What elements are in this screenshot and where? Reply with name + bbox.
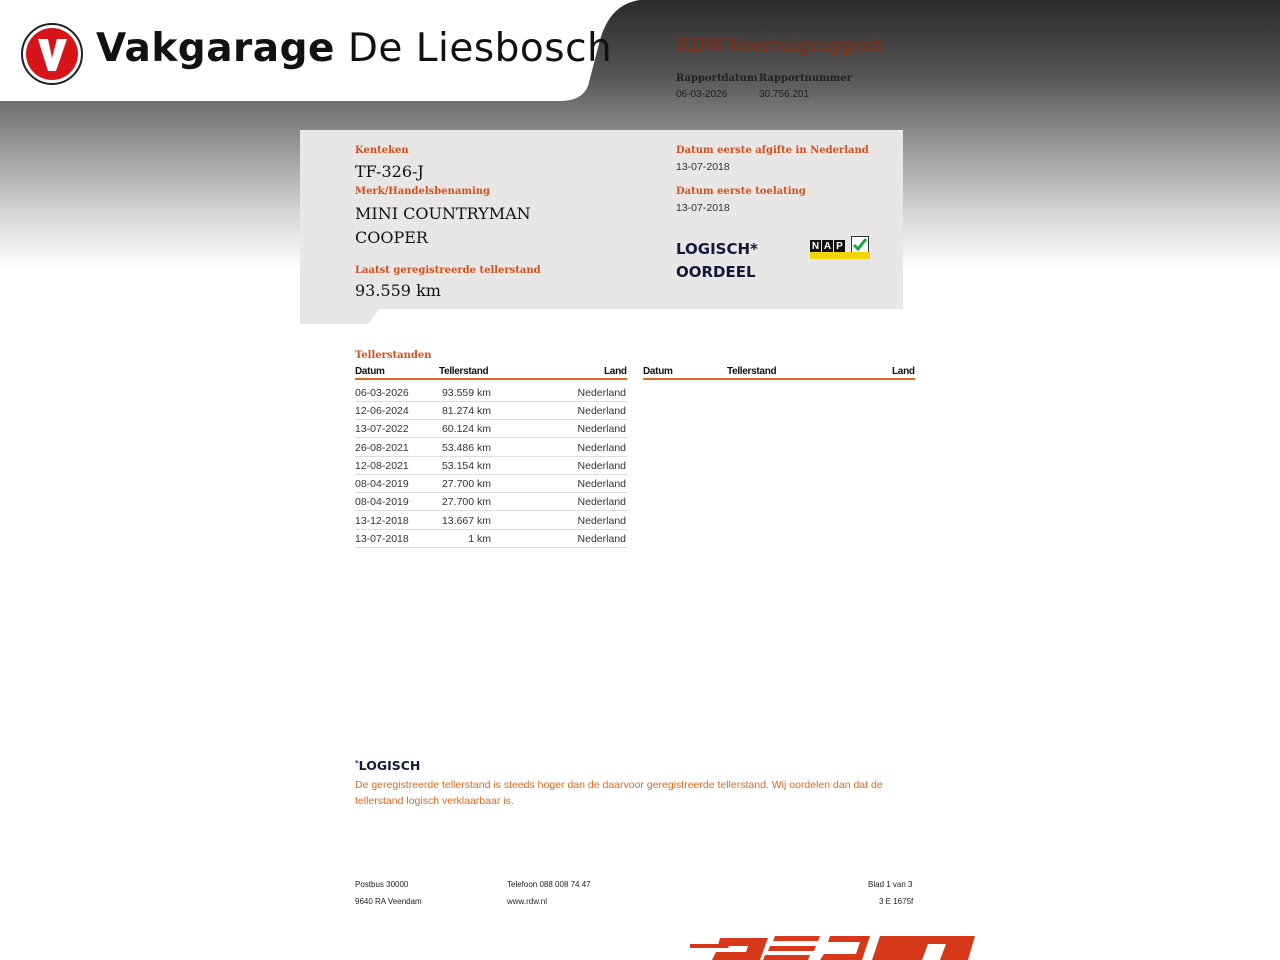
col-header-date: Datum — [355, 366, 385, 377]
dealer-name: Vakgarage De Liesbosch — [96, 26, 613, 71]
plate-label: Kenteken — [355, 145, 409, 156]
col-header-country-right: Land — [892, 366, 915, 377]
make-value-line2: COOPER — [355, 228, 428, 247]
table-row: 13-07-2018 1 km Nederland — [355, 529, 627, 548]
readings-section-title: Tellerstanden — [355, 350, 432, 361]
odometer-value: 93.559 km — [355, 281, 441, 300]
dealer-logo-banner — [0, 0, 640, 102]
make-label: Merk/Handelsbenaming — [355, 186, 491, 197]
report-title: RDW-Voertuigrapport — [676, 34, 884, 56]
table-row: 06-03-2026 93.559 km Nederland — [355, 383, 627, 402]
header-divider-right — [643, 378, 915, 380]
report-date-value: 06-03-2026 — [676, 89, 728, 100]
header-divider — [355, 378, 627, 380]
rdw-logo-icon — [690, 930, 982, 960]
make-value-line1: MINI COUNTRYMAN — [355, 204, 531, 223]
nap-letter: N — [811, 241, 820, 252]
report-number-label: Rapportnummer — [759, 73, 852, 84]
col-header-country: Land — [604, 366, 627, 377]
col-header-date-right: Datum — [643, 366, 673, 377]
report-date-label: Rapportdatum — [676, 73, 758, 84]
first-admission-value: 13-07-2018 — [676, 202, 730, 214]
footer-doc-code: 3 E 1675f — [879, 897, 914, 906]
nap-color-bar — [810, 252, 870, 259]
plate-value: TF-326-J — [355, 162, 424, 181]
footer-page-number: Blad 1 van 3 — [868, 880, 913, 889]
nap-letter: A — [823, 241, 832, 252]
first-registration-nl-value: 13-07-2018 — [676, 161, 730, 173]
table-row: 26-08-2021 53.486 km Nederland — [355, 438, 627, 457]
verdict-line1: LOGISCH* — [676, 240, 758, 258]
table-row: 12-06-2024 81.274 km Nederland — [355, 401, 627, 420]
footer-address-line1: Postbus 30000 — [355, 880, 409, 889]
vehicle-info-panel-tail — [300, 308, 380, 324]
table-row: 08-04-2019 27.700 km Nederland — [355, 492, 627, 511]
v-logo-icon — [26, 28, 78, 80]
footer-address-line2: 9640 RA Veendam — [355, 897, 422, 906]
footer-phone: Telefoon 088 008 74 47 — [507, 880, 591, 889]
first-registration-nl-label: Datum eerste afgifte in Nederland — [676, 145, 869, 156]
table-row: 13-12-2018 13.667 km Nederland — [355, 511, 627, 530]
report-number-value: 30.756.201 — [759, 89, 810, 100]
col-header-reading-right: Tellerstand — [727, 366, 777, 377]
verdict-line2: OORDEEL — [676, 263, 756, 281]
table-row: 08-04-2019 27.700 km Nederland — [355, 474, 627, 493]
footnote-title: *LOGISCH — [355, 758, 421, 773]
footnote-text: De geregistreerde tellerstand is steeds hoger dan de daarvoor geregistreerde tellerstand. Wij oordelen dan dat de tellerstand logisch verklaarbaar is. — [355, 779, 883, 807]
table-row: 12-08-2021 53.154 km Nederland — [355, 456, 627, 475]
check-icon — [851, 236, 869, 253]
first-admission-label: Datum eerste toelating — [676, 186, 806, 197]
odometer-label: Laatst geregistreerde tellerstand — [355, 265, 541, 276]
nap-badge-icon — [810, 236, 870, 260]
nap-letter: P — [834, 240, 845, 254]
footer-website: www.rdw.nl — [507, 897, 548, 906]
table-row: 13-07-2022 60.124 km Nederland — [355, 419, 627, 438]
col-header-reading: Tellerstand — [439, 366, 489, 377]
